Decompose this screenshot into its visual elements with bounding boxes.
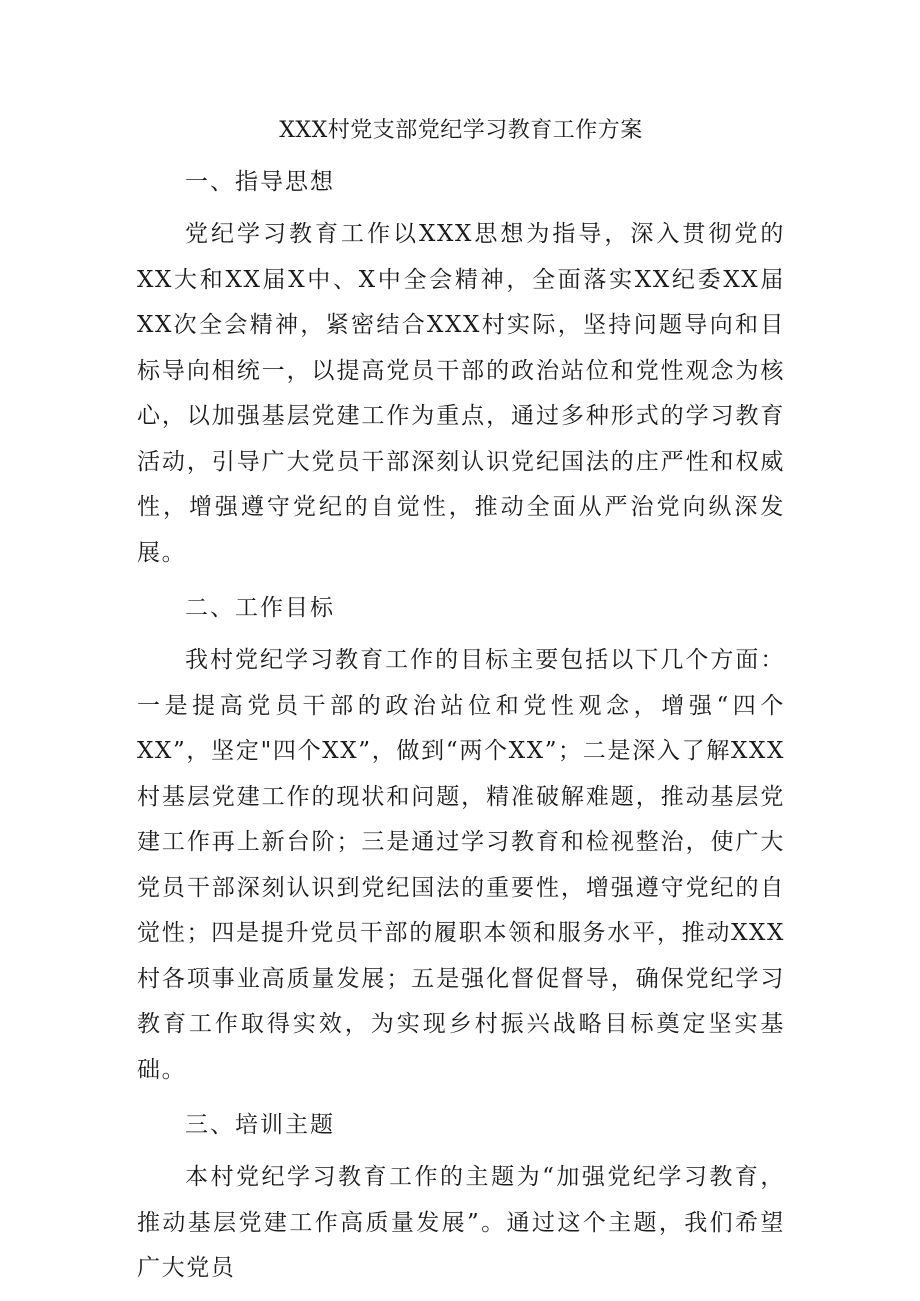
document-body <box>137 112 785 1292</box>
paragraph-training-theme: 本村党纪学习教育工作的主题为“加强党纪学习教育，推动基层党建工作高质量发展”。通过这个主题，我们希望广大党员 <box>137 1164 785 1281</box>
section-heading-training-theme: 三、培训主题 <box>185 1112 335 1138</box>
paragraph-guiding-ideology: 党纪学习教育工作以XXX思想为指导，深入贯彻党的XX大和XX届X中、X中全会精神，全面落实XX纪委XX届XX次全会精神，紧密结合XXX村实际，坚持问题导向和目标导向相统一，以提高党员干部的政治站位和党性观念为核心，以加强基层党建工作为重点，通过多种形式的学习教育活动，引导广大党员干部深刻认识党纪国法的庄严性和权威性，增强遵守党纪的自觉性，推动全面从严治党向纵深发展。 <box>137 221 785 566</box>
paragraph-work-goals: 我村党纪学习教育工作的目标主要包括以下几个方面：一是提高党员干部的政治站位和党性观念，增强“四个XX”，坚定"四个XX”，做到“两个XX”；二是深入了解XXX村基层党建工作的现状和问题，精准破解难题，推动基层党建工作再上新台阶；三是通过学习教育和检视整治，使广大党员干部深刻认识到党纪国法的重要性，增强遵守党纪的自觉性；四是提升党员干部的履职本领和服务水平，推动XXX村各项事业高质量发展；五是强化督促督导，确保党纪学习教育工作取得实效，为实现乡村振兴战略目标奠定坚实基础。 <box>137 647 785 1083</box>
section-heading-work-goals: 二、工作目标 <box>185 595 335 621</box>
document-title: XXX村党支部党纪学习教育工作方案 <box>279 118 643 143</box>
section-heading-guiding-ideology: 一、指导思想 <box>185 169 335 195</box>
